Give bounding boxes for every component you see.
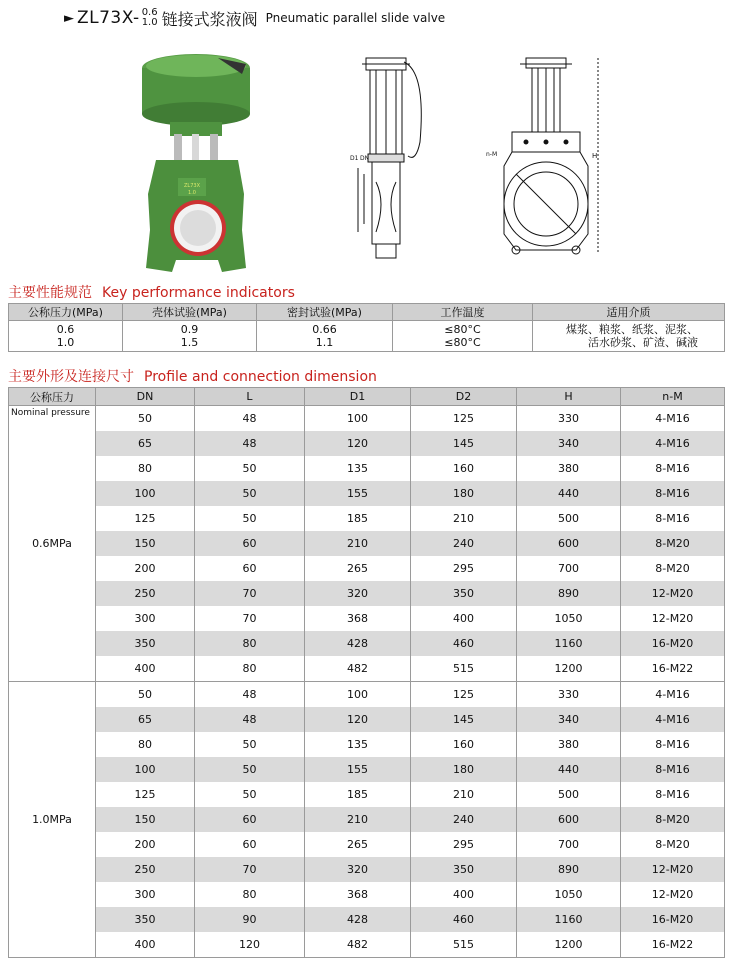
cell-d2: 160 xyxy=(411,732,517,757)
cell-h: 1050 xyxy=(517,882,621,907)
table-row xyxy=(9,481,725,506)
cell-d1: 210 xyxy=(305,807,411,832)
cell-l: 70 xyxy=(195,857,305,882)
pressure-group-cell xyxy=(9,682,96,958)
cell-nm: 16-M22 xyxy=(621,932,725,958)
cell-l: 80 xyxy=(195,882,305,907)
pressure-values xyxy=(9,321,123,352)
dimension-table xyxy=(8,387,725,958)
cell-d1: 428 xyxy=(305,631,411,656)
pressure-group-cell xyxy=(9,406,96,682)
cell-d1: 185 xyxy=(305,506,411,531)
cell-l: 48 xyxy=(195,707,305,732)
table-row xyxy=(9,757,725,782)
cell-d1: 100 xyxy=(305,682,411,708)
dimension-heading-en: Profile and connection dimension xyxy=(144,369,377,385)
nameplate-line2: 1.0 xyxy=(188,190,196,196)
cell-d2: 145 xyxy=(411,707,517,732)
drawing-label-d1: D1 xyxy=(350,155,359,162)
cell-dn: 400 xyxy=(96,932,195,958)
cell-d1: 428 xyxy=(305,907,411,932)
pressure-group-value: 1.0MPa xyxy=(32,813,72,826)
cell-nm: 4-M16 xyxy=(621,431,725,456)
cell-h: 1160 xyxy=(517,631,621,656)
cell-dn: 250 xyxy=(96,581,195,606)
cell-l: 70 xyxy=(195,581,305,606)
cell-nm: 8-M20 xyxy=(621,807,725,832)
media-values xyxy=(533,321,725,352)
cell-d1: 185 xyxy=(305,782,411,807)
seal-value: 1.1 xyxy=(315,336,334,349)
table-row xyxy=(9,682,725,708)
table-row xyxy=(9,882,725,907)
cell-nm: 8-M16 xyxy=(621,757,725,782)
drawing-label-nm: n-M xyxy=(486,151,498,158)
dimension-header-row xyxy=(9,388,725,406)
performance-heading-en: Key performance indicators xyxy=(102,285,295,301)
table-row xyxy=(9,807,725,832)
cell-d2: 350 xyxy=(411,857,517,882)
cell-h: 890 xyxy=(517,857,621,882)
cell-d1: 482 xyxy=(305,656,411,682)
cell-l: 48 xyxy=(195,431,305,456)
cell-h: 890 xyxy=(517,581,621,606)
cell-nm: 16-M22 xyxy=(621,656,725,682)
table-row xyxy=(9,581,725,606)
cell-nm: 8-M16 xyxy=(621,506,725,531)
nominal-pressure-label: Nominal pressure xyxy=(11,408,90,418)
cell-l: 48 xyxy=(195,682,305,708)
cell-h: 380 xyxy=(517,456,621,481)
cell-nm: 4-M16 xyxy=(621,707,725,732)
cell-d2: 180 xyxy=(411,757,517,782)
cell-l: 70 xyxy=(195,606,305,631)
cell-l: 50 xyxy=(195,481,305,506)
cell-l: 80 xyxy=(195,631,305,656)
table-row xyxy=(9,606,725,631)
cell-h: 440 xyxy=(517,757,621,782)
table-row xyxy=(9,406,725,432)
shell-value: 1.5 xyxy=(180,336,199,349)
temp-value: ≤80°C xyxy=(444,336,481,349)
cell-nm: 8-M20 xyxy=(621,556,725,581)
cell-d1: 120 xyxy=(305,707,411,732)
pressure-fraction xyxy=(142,8,158,28)
cell-nm: 8-M20 xyxy=(621,832,725,857)
header-h: H xyxy=(517,388,621,406)
cell-dn: 200 xyxy=(96,832,195,857)
cell-h: 700 xyxy=(517,556,621,581)
cell-l: 90 xyxy=(195,907,305,932)
cell-h: 1050 xyxy=(517,606,621,631)
cell-nm: 4-M16 xyxy=(621,406,725,432)
table-row xyxy=(9,832,725,857)
cell-nm: 8-M16 xyxy=(621,456,725,481)
cell-l: 48 xyxy=(195,406,305,432)
cell-nm: 8-M20 xyxy=(621,531,725,556)
cell-d2: 145 xyxy=(411,431,517,456)
table-row xyxy=(9,506,725,531)
page-title xyxy=(64,6,445,30)
cell-h: 340 xyxy=(517,431,621,456)
cell-h: 500 xyxy=(517,782,621,807)
table-row xyxy=(9,857,725,882)
media-line: 煤浆、粮浆、纸浆、泥浆、 xyxy=(566,323,698,336)
cell-d1: 120 xyxy=(305,431,411,456)
cell-h: 440 xyxy=(517,481,621,506)
cell-h: 500 xyxy=(517,506,621,531)
cell-d2: 240 xyxy=(411,531,517,556)
cell-d2: 460 xyxy=(411,907,517,932)
cell-nm: 16-M20 xyxy=(621,631,725,656)
cell-l: 60 xyxy=(195,531,305,556)
cell-d1: 135 xyxy=(305,456,411,481)
media-line: 活水砂浆、矿渣、碱液 xyxy=(588,336,698,349)
cell-l: 50 xyxy=(195,782,305,807)
cell-nm: 16-M20 xyxy=(621,907,725,932)
cell-d1: 320 xyxy=(305,581,411,606)
table-row xyxy=(9,932,725,958)
cell-d1: 368 xyxy=(305,606,411,631)
cell-l: 50 xyxy=(195,757,305,782)
pressure-sub: 1.0 xyxy=(141,17,158,28)
cell-d1: 155 xyxy=(305,757,411,782)
cell-dn: 150 xyxy=(96,531,195,556)
header-nm: n-M xyxy=(621,388,725,406)
side-view-drawing xyxy=(486,54,608,260)
pressure-sup: 0.6 xyxy=(141,7,158,18)
cell-l: 50 xyxy=(195,732,305,757)
header-l: L xyxy=(195,388,305,406)
cell-d1: 368 xyxy=(305,882,411,907)
cell-nm: 12-M20 xyxy=(621,581,725,606)
cell-l: 120 xyxy=(195,932,305,958)
cell-d2: 160 xyxy=(411,456,517,481)
cell-d2: 515 xyxy=(411,656,517,682)
table-row xyxy=(9,732,725,757)
temp-values xyxy=(393,321,533,352)
dimension-heading xyxy=(8,366,377,386)
seal-value: 0.66 xyxy=(312,323,337,336)
header-seal-test: 密封试验(MPa) xyxy=(257,304,393,321)
temp-value: ≤80°C xyxy=(444,323,481,336)
seal-values xyxy=(257,321,393,352)
cell-dn: 65 xyxy=(96,431,195,456)
performance-header-row xyxy=(9,304,725,321)
cell-l: 60 xyxy=(195,807,305,832)
nameplate-line1: ZL73X xyxy=(184,183,200,189)
cell-d2: 295 xyxy=(411,832,517,857)
cell-nm: 12-M20 xyxy=(621,857,725,882)
title-arrow-icon: ► xyxy=(64,10,74,26)
cell-dn: 150 xyxy=(96,807,195,832)
title-english: Pneumatic parallel slide valve xyxy=(265,11,446,25)
header-shell-test: 壳体试验(MPa) xyxy=(123,304,257,321)
cell-h: 600 xyxy=(517,807,621,832)
header-nominal-pressure: 公称压力(MPa) xyxy=(9,304,123,321)
cell-d1: 265 xyxy=(305,832,411,857)
cell-dn: 80 xyxy=(96,732,195,757)
pressure-group-value: 0.6MPa xyxy=(32,537,72,550)
cell-dn: 100 xyxy=(96,481,195,506)
header-d1: D1 xyxy=(305,388,411,406)
pressure-value: 0.6 xyxy=(56,323,75,336)
cell-nm: 8-M16 xyxy=(621,481,725,506)
shell-values xyxy=(123,321,257,352)
cell-h: 1160 xyxy=(517,907,621,932)
cell-d2: 295 xyxy=(411,556,517,581)
performance-heading xyxy=(8,282,295,302)
cell-l: 50 xyxy=(195,456,305,481)
cell-d1: 210 xyxy=(305,531,411,556)
header-pressure: 公称压力 xyxy=(9,388,96,406)
cell-dn: 350 xyxy=(96,907,195,932)
cell-d1: 320 xyxy=(305,857,411,882)
cell-h: 600 xyxy=(517,531,621,556)
shell-value: 0.9 xyxy=(180,323,199,336)
cell-d1: 135 xyxy=(305,732,411,757)
cell-dn: 350 xyxy=(96,631,195,656)
cell-h: 340 xyxy=(517,707,621,732)
cell-l: 60 xyxy=(195,832,305,857)
performance-table xyxy=(8,303,725,352)
cell-dn: 300 xyxy=(96,606,195,631)
title-chinese: 链接式浆液阀 xyxy=(161,9,258,29)
cell-h: 330 xyxy=(517,406,621,432)
cell-d1: 100 xyxy=(305,406,411,432)
cell-dn: 250 xyxy=(96,857,195,882)
cell-dn: 65 xyxy=(96,707,195,732)
cell-h: 700 xyxy=(517,832,621,857)
cell-d2: 125 xyxy=(411,406,517,432)
header-working-temp: 工作温度 xyxy=(393,304,533,321)
drawing-label-h: H xyxy=(592,152,598,160)
dimension-body xyxy=(9,406,725,958)
valve-photo xyxy=(134,44,270,280)
cell-d2: 515 xyxy=(411,932,517,958)
header-applicable-media: 适用介质 xyxy=(533,304,725,321)
cell-d2: 400 xyxy=(411,882,517,907)
header-dn: DN xyxy=(96,388,195,406)
cell-d2: 180 xyxy=(411,481,517,506)
cell-d2: 400 xyxy=(411,606,517,631)
cell-h: 1200 xyxy=(517,656,621,682)
cell-dn: 125 xyxy=(96,506,195,531)
cell-nm: 4-M16 xyxy=(621,682,725,708)
cell-dn: 50 xyxy=(96,406,195,432)
drawing-label-dn: DN xyxy=(360,155,370,162)
performance-heading-cn: 主要性能规范 xyxy=(8,285,92,301)
cell-h: 1200 xyxy=(517,932,621,958)
cell-dn: 400 xyxy=(96,656,195,682)
table-row xyxy=(9,531,725,556)
cell-nm: 8-M16 xyxy=(621,732,725,757)
cell-dn: 50 xyxy=(96,682,195,708)
table-row xyxy=(9,456,725,481)
header-d2: D2 xyxy=(411,388,517,406)
model-prefix: ZL73X- xyxy=(77,8,140,28)
cell-d2: 350 xyxy=(411,581,517,606)
cell-l: 60 xyxy=(195,556,305,581)
front-view-drawing xyxy=(346,52,430,266)
cell-dn: 200 xyxy=(96,556,195,581)
table-row xyxy=(9,431,725,456)
table-row xyxy=(9,907,725,932)
table-row xyxy=(9,631,725,656)
cell-nm: 8-M16 xyxy=(621,782,725,807)
cell-nm: 12-M20 xyxy=(621,606,725,631)
cell-dn: 100 xyxy=(96,757,195,782)
cell-dn: 300 xyxy=(96,882,195,907)
performance-row xyxy=(9,321,725,352)
cell-l: 80 xyxy=(195,656,305,682)
dimension-heading-cn: 主要外形及连接尺寸 xyxy=(8,369,134,385)
cell-h: 380 xyxy=(517,732,621,757)
cell-d1: 155 xyxy=(305,481,411,506)
table-row xyxy=(9,707,725,732)
cell-d2: 125 xyxy=(411,682,517,708)
cell-d2: 210 xyxy=(411,506,517,531)
table-row xyxy=(9,782,725,807)
cell-d2: 460 xyxy=(411,631,517,656)
cell-d1: 265 xyxy=(305,556,411,581)
cell-dn: 125 xyxy=(96,782,195,807)
cell-l: 50 xyxy=(195,506,305,531)
table-row xyxy=(9,556,725,581)
cell-d2: 240 xyxy=(411,807,517,832)
table-row xyxy=(9,656,725,682)
cell-nm: 12-M20 xyxy=(621,882,725,907)
cell-dn: 80 xyxy=(96,456,195,481)
cell-h: 330 xyxy=(517,682,621,708)
cell-d1: 482 xyxy=(305,932,411,958)
cell-d2: 210 xyxy=(411,782,517,807)
pressure-value: 1.0 xyxy=(56,336,75,349)
